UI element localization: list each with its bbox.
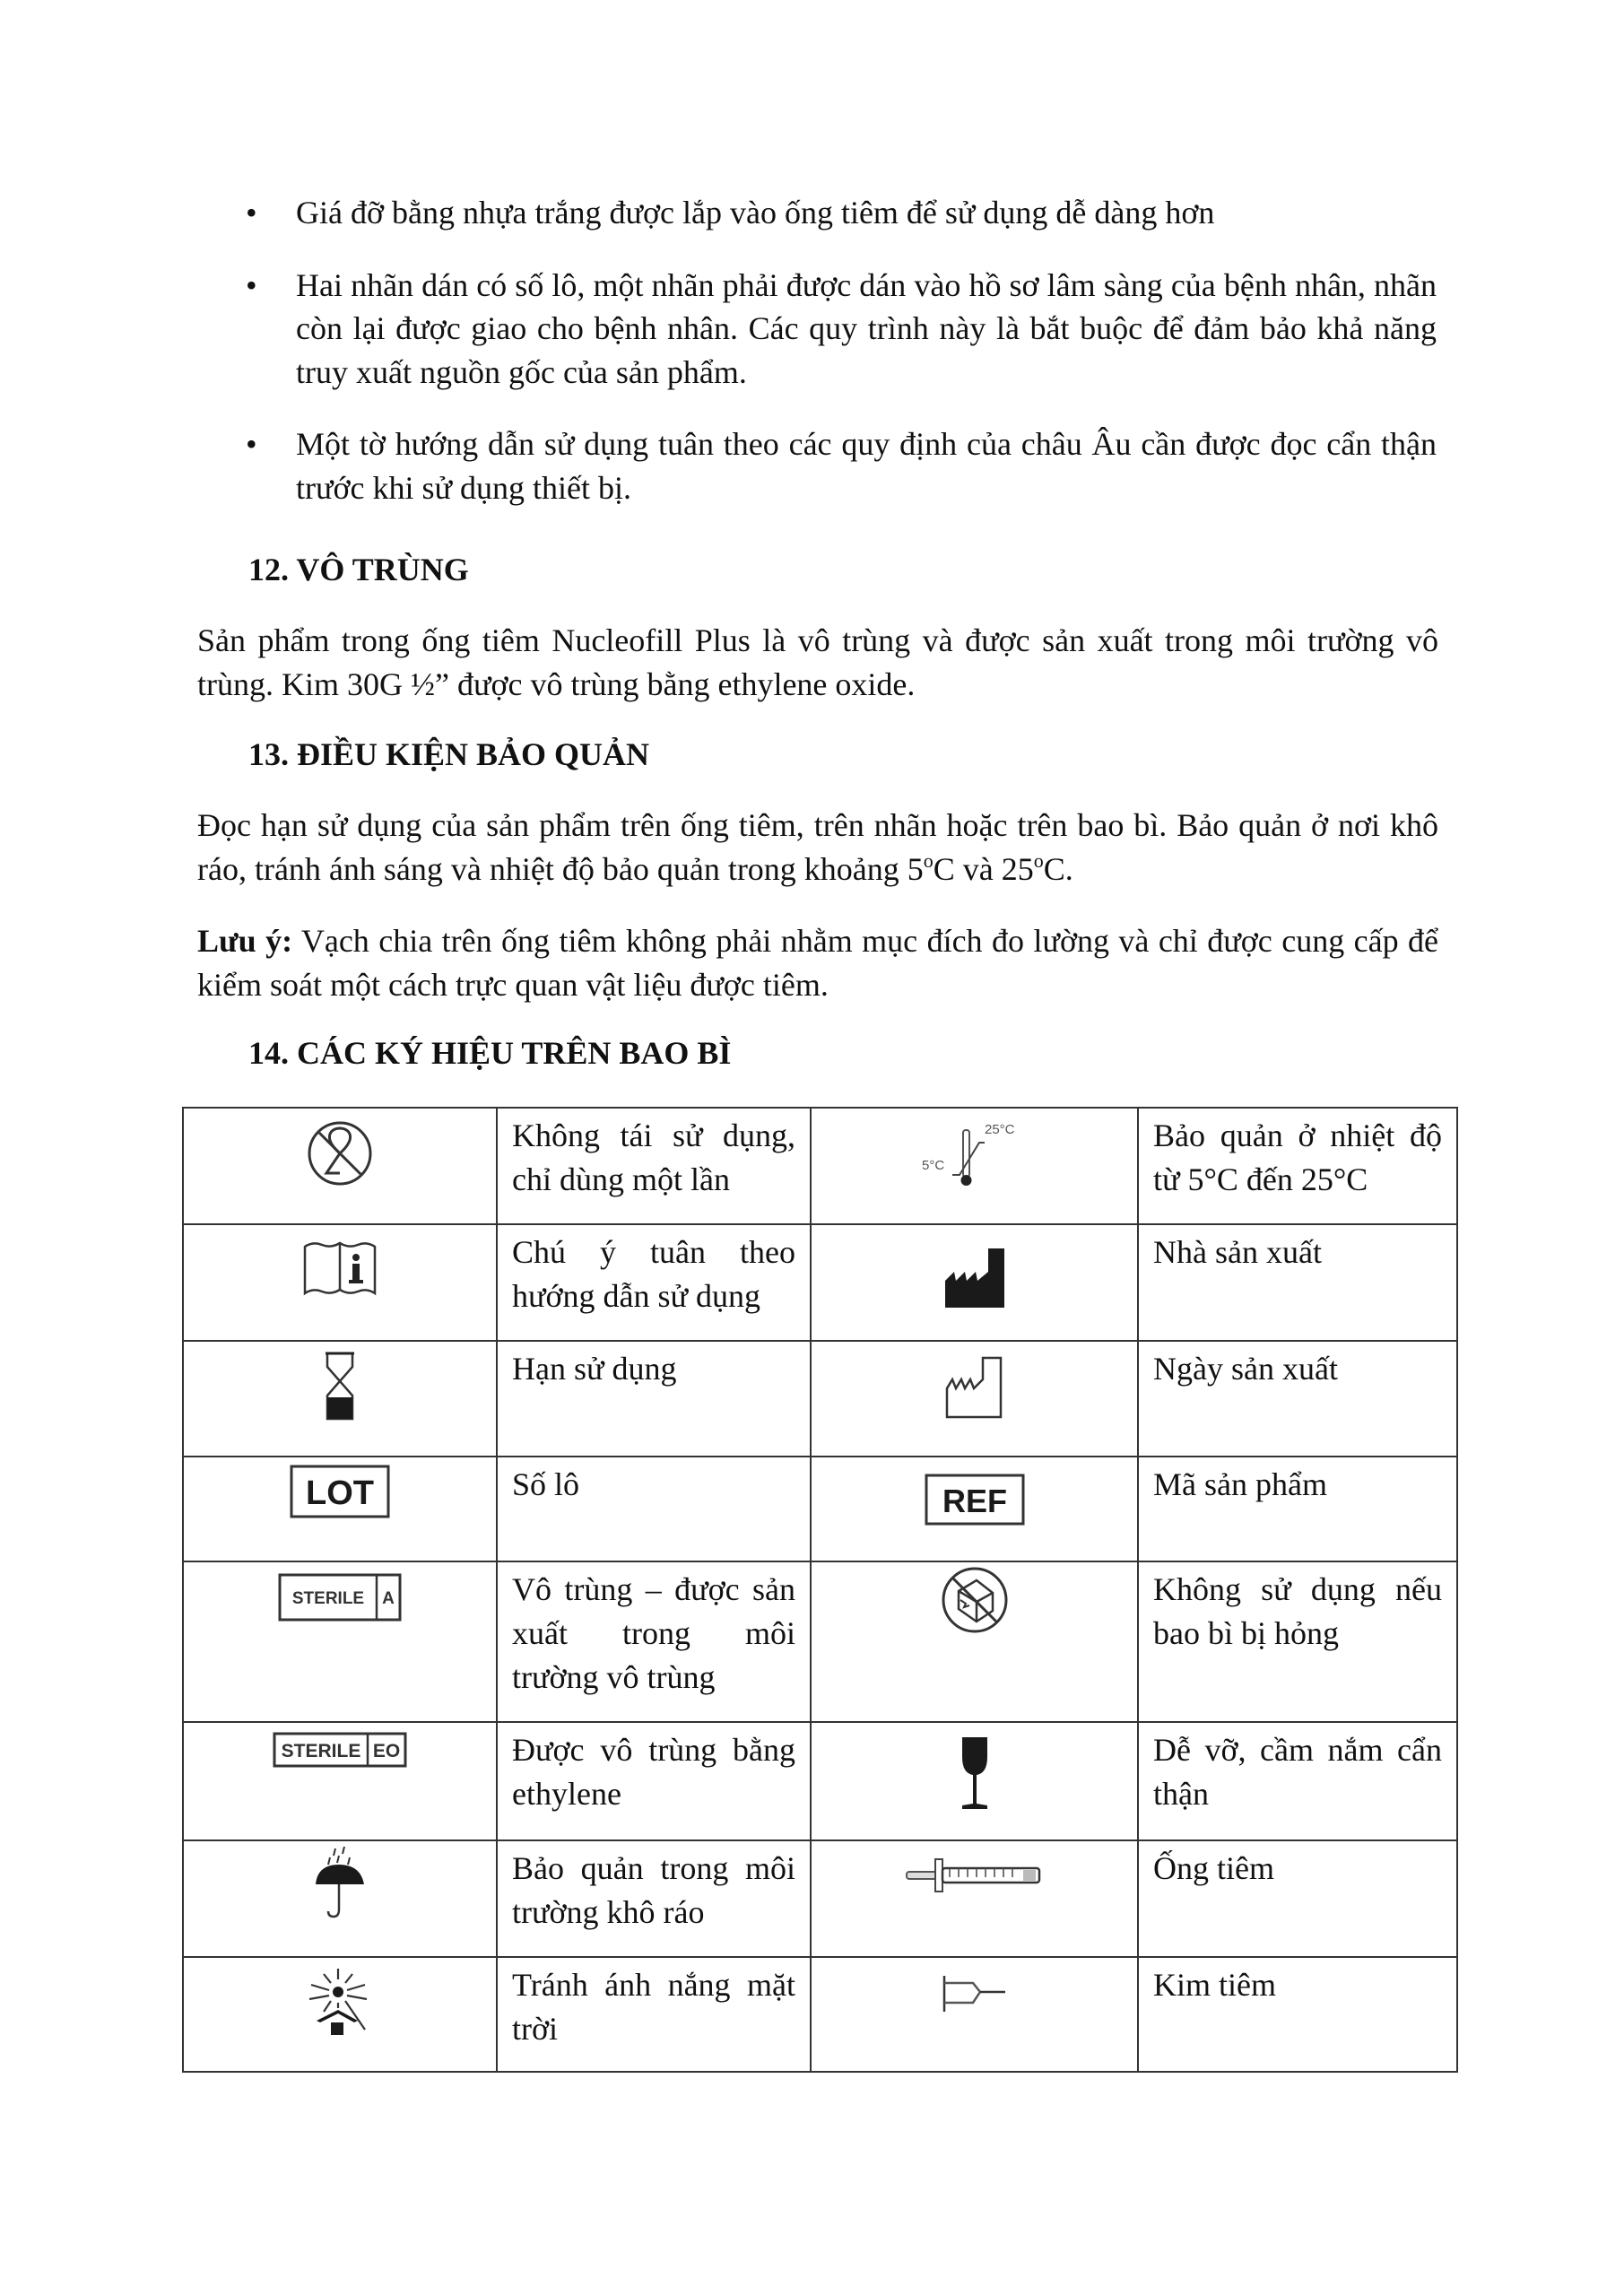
- table-row: [183, 1957, 1457, 2072]
- consult-instructions-icon: [302, 1238, 378, 1300]
- bullet-text: Giá đỡ bằng nhựa trắng được lắp vào ống tiêm để sử dụng dễ dàng hơn: [296, 195, 1215, 230]
- icon-cell: [811, 1108, 1138, 1224]
- symbol-label: Không sử dụng nếu bao bì bị hỏng: [1138, 1561, 1457, 1722]
- manufacture-date-icon: [943, 1354, 1006, 1421]
- table-row: [183, 1457, 1457, 1561]
- symbol-label: Số lô: [497, 1457, 811, 1561]
- table-row: [183, 1840, 1457, 1957]
- symbol-label: [1138, 1108, 1457, 1224]
- table-row: [183, 1224, 1457, 1341]
- symbol-label: Vô trùng – được sản xuất trong môi trường vô trùng: [497, 1561, 811, 1722]
- note-body: Vạch chia trên ống tiêm không phải nhằm mục đích đo lường và chỉ được cung cấp để kiểm soát một cách trực quan vật liệu được tiêm.: [197, 923, 1438, 1003]
- symbol-label: Nhà sản xuất: [1138, 1224, 1457, 1341]
- do-not-reuse-icon: [304, 1118, 376, 1189]
- symbol-label: Chú ý tuân theo hướng dẫn sử dụng: [497, 1224, 811, 1341]
- icon-cell: [183, 1224, 497, 1341]
- temp-low-label: 5°C: [921, 1158, 944, 1173]
- symbol-label: Mã sản phẩm: [1138, 1457, 1457, 1561]
- manufacturer-icon: [943, 1247, 1006, 1309]
- bullet-list: [246, 191, 1437, 538]
- sterile-method-text: EO: [372, 1741, 401, 1761]
- symbol-label: Được vô trùng bằng ethylene: [497, 1722, 811, 1840]
- bullet-icon: •: [246, 195, 257, 230]
- icon-cell: [183, 1108, 497, 1224]
- bullet-text: Hai nhãn dán có số lô, một nhãn phải được dán vào hồ sơ lâm sàng của bệnh nhân, nhãn còn lại được giao cho bệnh nhân. Các quy trình này là bắt buộc để đảm bảo khả năng truy xuất nguồn gốc của sản phẩm.: [296, 266, 1437, 390]
- note-paragraph: [197, 919, 1438, 1006]
- symbol-label-text: Bảo quản ở nhiệt độ từ 5°C đến 25°C: [1153, 1118, 1442, 1197]
- bullet-icon: •: [246, 266, 257, 303]
- syringe-icon: [903, 1856, 1046, 1895]
- symbol-label: Không tái sử dụng, chỉ dùng một lần: [497, 1108, 811, 1224]
- keep-away-from-sunlight-icon: [306, 1967, 374, 2039]
- section-12-body: Sản phẩm trong ống tiêm Nucleofill Plus là vô trùng và được sản xuất trong môi trường vô trùng. Kim 30G ½” được vô trùng bằng ethylene oxide.: [197, 622, 1438, 702]
- symbol-label: Ống tiêm: [1138, 1840, 1457, 1957]
- fragile-icon: [957, 1735, 993, 1811]
- section-13-body: [197, 804, 1438, 891]
- storage-text: Đọc hạn sử dụng của sản phẩm trên ống tiêm, trên nhãn hoặc trên bao bì. Bảo quản ở nơi khô ráo, tránh ánh sáng và nhiệt độ bảo quản trong khoảng 5: [197, 807, 1438, 887]
- icon-cell: [811, 1840, 1138, 1957]
- degree-sign: o: [1033, 848, 1044, 872]
- symbol-label: Hạn sử dụng: [497, 1341, 811, 1457]
- storage-text: C.: [1043, 850, 1073, 887]
- icon-cell: [183, 1457, 497, 1561]
- symbol-label: Dễ vỡ, cầm nắm cẩn thận: [1138, 1722, 1457, 1840]
- icon-cell: [183, 1561, 497, 1722]
- temperature-limit-icon: [916, 1116, 1033, 1196]
- ref-icon: [925, 1474, 1025, 1526]
- lot-icon: [290, 1465, 390, 1518]
- icon-cell: [183, 1957, 497, 2072]
- table-row: [183, 1561, 1457, 1722]
- sterile-method-text: A: [382, 1589, 395, 1608]
- note-label: Lưu ý:: [197, 923, 293, 959]
- sterile-text: STERILE: [281, 1741, 361, 1761]
- table-row: [183, 1722, 1457, 1840]
- symbol-label: Kim tiêm: [1138, 1957, 1457, 2072]
- icon-cell: [811, 1722, 1138, 1840]
- icon-cell: [811, 1561, 1138, 1722]
- icon-cell: [811, 1457, 1138, 1561]
- symbol-label: Bảo quản trong môi trường khô ráo: [497, 1840, 811, 1957]
- section-12-heading: 12. VÔ TRÙNG: [248, 552, 469, 587]
- icon-cell: [811, 1341, 1138, 1457]
- table-row: [183, 1341, 1457, 1457]
- sterile-a-icon: [278, 1573, 402, 1622]
- lot-icon-text: LOT: [306, 1474, 374, 1512]
- section-13-heading: 13. ĐIỀU KIỆN BẢO QUẢN: [248, 736, 650, 772]
- table-row: [183, 1108, 1457, 1224]
- keep-dry-icon: [308, 1845, 371, 1920]
- bullet-text: Một tờ hướng dẫn sử dụng tuân theo các quy định của châu Âu cần được đọc cẩn thận trước khi sử dụng thiết bị.: [296, 426, 1437, 506]
- bullet-item: [246, 264, 1437, 395]
- bullet-item: [246, 191, 1437, 235]
- expiry-hourglass-icon: [322, 1351, 358, 1422]
- icon-cell: [183, 1840, 497, 1957]
- icon-cell: [183, 1722, 497, 1840]
- storage-text: C và 25: [933, 850, 1034, 887]
- bullet-icon: •: [246, 426, 257, 462]
- degree-sign: o: [923, 848, 934, 872]
- section-14-heading: 14. CÁC KÝ HIỆU TRÊN BAO BÌ: [248, 1035, 732, 1071]
- icon-cell: [811, 1224, 1138, 1341]
- ref-icon-text: REF: [942, 1483, 1007, 1519]
- icon-cell: [183, 1341, 497, 1457]
- sterile-eo-icon: [273, 1732, 407, 1768]
- do-not-use-if-damaged-icon: [939, 1564, 1011, 1636]
- needle-icon: [939, 1974, 1011, 2013]
- symbols-table: [182, 1107, 1458, 2073]
- sterile-text: STERILE: [291, 1589, 365, 1608]
- temp-high-label: 25°C: [984, 1122, 1015, 1137]
- icon-cell: [811, 1957, 1138, 2072]
- symbol-label: Tránh ánh nắng mặt trời: [497, 1957, 811, 2072]
- bullet-item: [246, 422, 1437, 509]
- symbol-label: Ngày sản xuất: [1138, 1341, 1457, 1457]
